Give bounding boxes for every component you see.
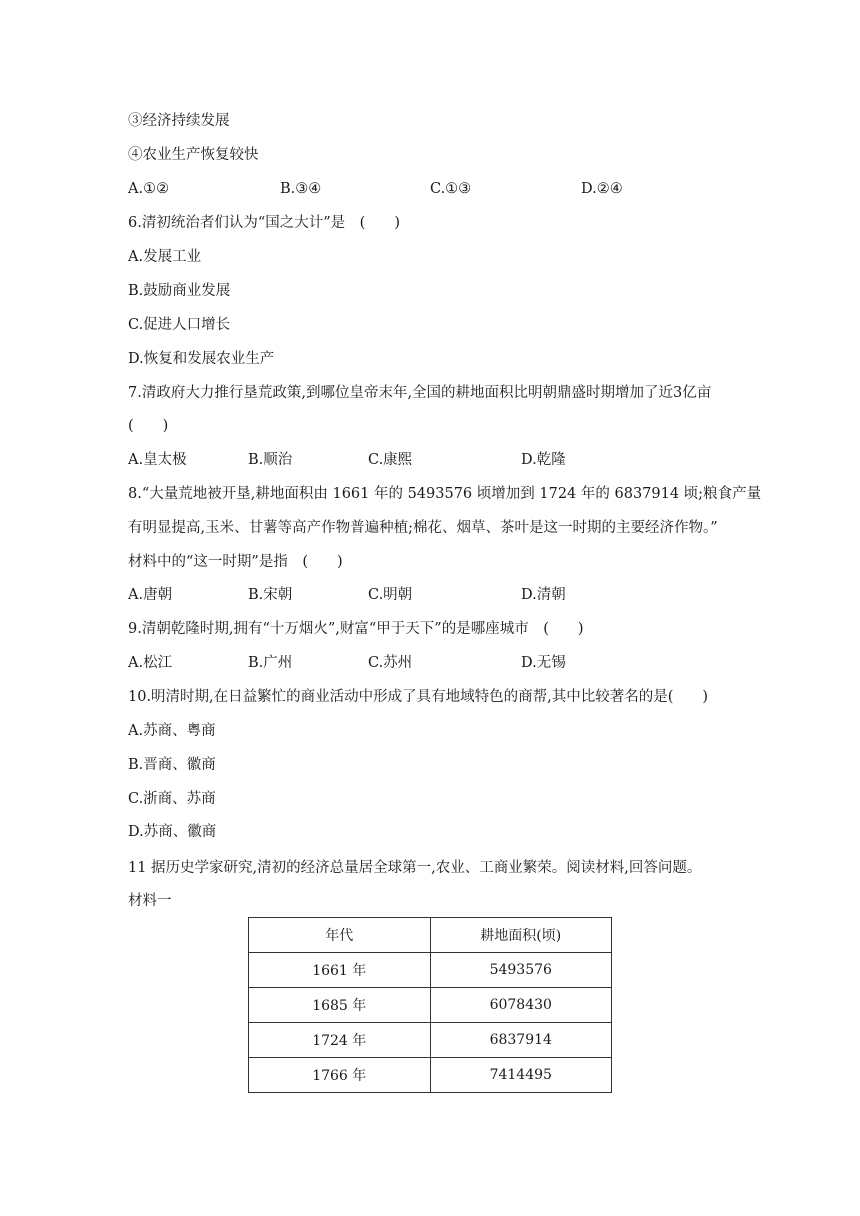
question-6: 6.清初统治者们认为“国之大计”是 ( ) xyxy=(128,215,400,231)
q9-option-c: C.苏州 xyxy=(368,655,413,671)
table-row xyxy=(249,988,612,1023)
cell-area: 5493576 xyxy=(430,953,612,988)
q5-options xyxy=(128,179,768,199)
farmland-table xyxy=(248,917,612,1093)
q8-option-d: D.清朝 xyxy=(521,587,566,603)
q8-options xyxy=(128,585,768,605)
q5-option-b: B.③④ xyxy=(280,181,322,197)
q8-option-b: B.宋朝 xyxy=(248,587,293,603)
question-9: 9.清朝乾隆时期,拥有“十万烟火”,财富“甲于天下”的是哪座城市 ( ) xyxy=(128,621,584,637)
q6-option-d: D.恢复和发展农业生产 xyxy=(128,351,275,367)
q6-option-c: C.促进人口增长 xyxy=(128,317,231,333)
cell-year: 1685 年 xyxy=(249,988,431,1023)
question-7: 7.清政府大力推行垦荒政策,到哪位皇帝末年,全国的耕地面积比明朝鼎盛时期增加了近3亿亩 xyxy=(128,385,712,401)
q6-option-b: B.鼓励商业发展 xyxy=(128,283,231,299)
q10-option-a: A.苏商、粤商 xyxy=(128,723,216,739)
q5-option-a: A.①② xyxy=(128,181,170,197)
table-row xyxy=(249,1058,612,1093)
question-8-line1: 8.“大量荒地被开垦,耕地面积由 1661 年的 5493576 顷增加到 1724 年的 6837914 顷;粮食产量 xyxy=(128,486,762,502)
q10-option-c: C.浙商、苏商 xyxy=(128,791,216,807)
q5-option-d: D.②④ xyxy=(581,181,623,197)
q9-option-a: A.松江 xyxy=(128,655,173,671)
q8-option-c: C.明朝 xyxy=(368,587,413,603)
q10-option-b: B.晋商、徽商 xyxy=(128,757,216,773)
material-1-label: 材料一 xyxy=(128,893,172,909)
question-11: 11 据历史学家研究,清初的经济总量居全球第一,农业、工商业繁荣。阅读材料,回答问题。 xyxy=(128,860,702,876)
header-year: 年代 xyxy=(249,918,431,953)
cell-area: 6078430 xyxy=(430,988,612,1023)
cell-year: 1661 年 xyxy=(249,953,431,988)
question-10: 10.明清时期,在日益繁忙的商业活动中形成了具有地域特色的商帮,其中比较著名的是( ) xyxy=(128,689,709,705)
table-row xyxy=(249,1023,612,1058)
question-8-line2: 有明显提高,玉米、甘薯等高产作物普遍种植;棉花、烟草、茶叶是这一时期的主要经济作物。” xyxy=(128,520,718,536)
q7-option-c: C.康熙 xyxy=(368,452,413,468)
q7-options xyxy=(128,450,768,470)
q9-option-d: D.无锡 xyxy=(521,655,566,671)
q7-option-d: D.乾隆 xyxy=(521,452,566,468)
q9-options xyxy=(128,653,768,673)
cell-year: 1766 年 xyxy=(249,1058,431,1093)
q9-option-b: B.广州 xyxy=(248,655,293,671)
q10-option-d: D.苏商、徽商 xyxy=(128,824,217,840)
q7-option-b: B.顺治 xyxy=(248,452,293,468)
statement-3: ③经济持续发展 xyxy=(128,113,230,129)
table-header-row xyxy=(249,918,612,953)
cell-area: 6837914 xyxy=(430,1023,612,1058)
cell-area: 7414495 xyxy=(430,1058,612,1093)
statement-4: ④农业生产恢复较快 xyxy=(128,147,259,163)
q5-option-c: C.①③ xyxy=(430,181,472,197)
q6-option-a: A.发展工业 xyxy=(128,249,202,265)
q7-bracket: ( ) xyxy=(128,418,169,434)
header-area: 耕地面积(顷) xyxy=(430,918,612,953)
question-8-line3: 材料中的“这一时期”是指 ( ) xyxy=(128,554,343,570)
q7-option-a: A.皇太极 xyxy=(128,452,187,468)
table-row xyxy=(249,953,612,988)
q8-option-a: A.唐朝 xyxy=(128,587,173,603)
cell-year: 1724 年 xyxy=(249,1023,431,1058)
